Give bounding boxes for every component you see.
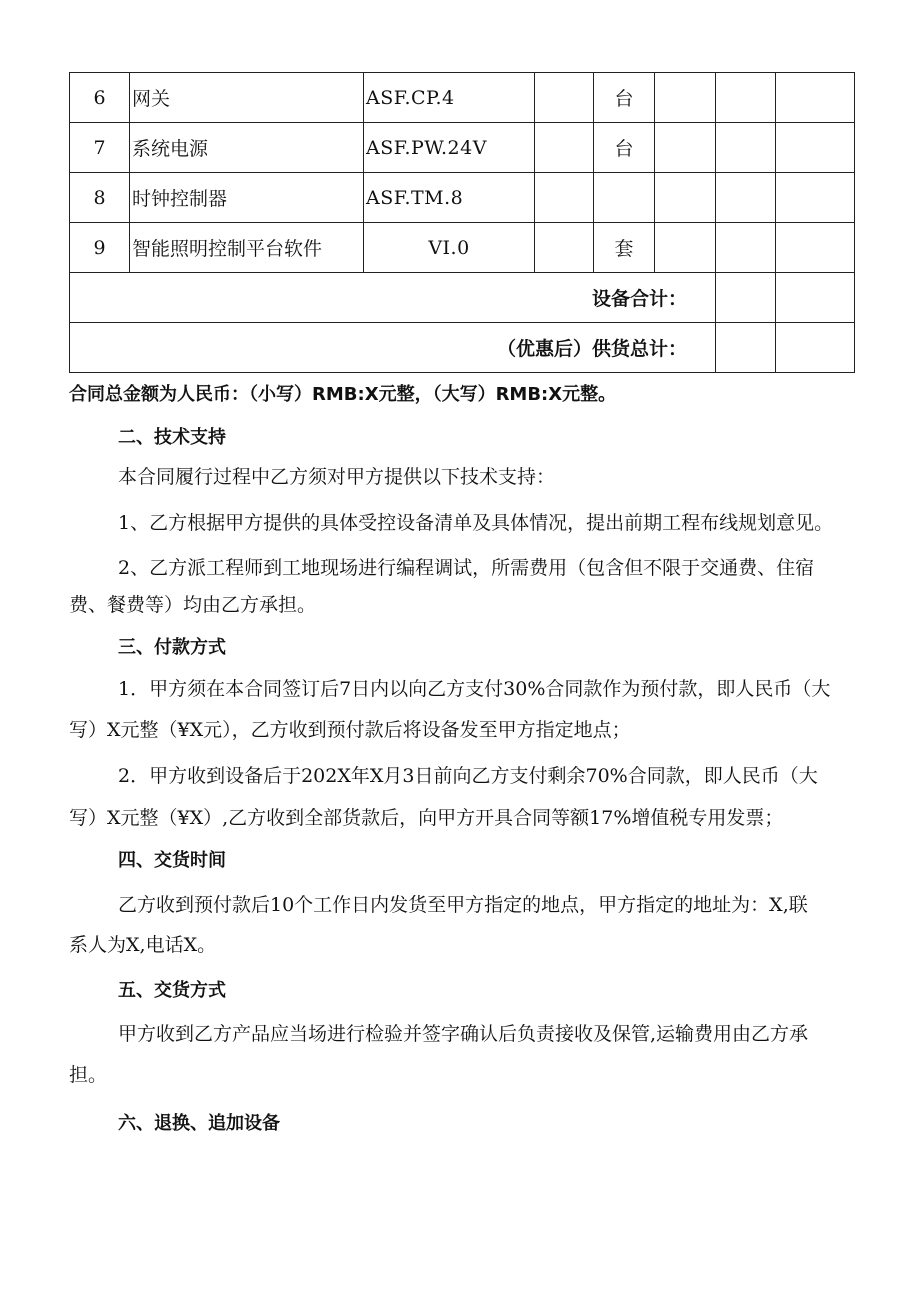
- unit-cell: [594, 173, 655, 223]
- row-number: 9: [70, 223, 130, 273]
- row-number: 8: [70, 173, 130, 223]
- unit-price-cell: [655, 173, 716, 223]
- remark-cell: [776, 173, 855, 223]
- payment-item-2-cont: 写）X元整（¥X）,乙方收到全部货款后，向甲方开具合同等额17%增值税专用发票；: [69, 807, 784, 829]
- total-amount-cell: [716, 323, 776, 373]
- contract-total: 合同总金额为人民币：（小写）RMB:X元整，（大写）RMB:X元整。: [69, 384, 617, 405]
- unit-cell: 台: [594, 123, 655, 173]
- table-row: [70, 223, 855, 273]
- subtotal-label: 设备合计：: [70, 273, 716, 323]
- subtotal-row: [70, 273, 855, 323]
- section-heading-delivery-time: 四、交货时间: [118, 850, 226, 871]
- delivery-method-text: 甲方收到乙方产品应当场进行检验并签字确认后负责接收及保管,运输费用由乙方承: [118, 1023, 809, 1045]
- section-heading-delivery-method: 五、交货方式: [118, 980, 226, 1001]
- item-model: ASF.TM.8: [364, 173, 535, 223]
- table-row: [70, 73, 855, 123]
- table-row: [70, 173, 855, 223]
- payment-item-1-cont: 写）X元整（¥X元），乙方收到预付款后将设备发至甲方指定地点；: [69, 719, 631, 741]
- row-number: 6: [70, 73, 130, 123]
- item-name: 时钟控制器: [130, 173, 364, 223]
- section-heading-tech-support: 二、技术支持: [118, 427, 226, 448]
- subtotal-remark-cell: [776, 273, 855, 323]
- quantity-cell: [535, 123, 594, 173]
- item-name: 网关: [130, 73, 364, 123]
- unit-price-cell: [655, 123, 716, 173]
- amount-cell: [716, 223, 776, 273]
- equipment-table: [69, 72, 855, 373]
- item-model: ASF.PW.24V: [364, 123, 535, 173]
- quantity-cell: [535, 223, 594, 273]
- delivery-method-text-cont: 担。: [69, 1064, 108, 1086]
- item-model: ASF.CP.4: [364, 73, 535, 123]
- item-model: VI.0: [364, 223, 535, 273]
- row-number: 7: [70, 123, 130, 173]
- delivery-time-text: 乙方收到预付款后10个工作日内发货至甲方指定的地点，甲方指定的地址为：X,联: [118, 894, 808, 916]
- remark-cell: [776, 73, 855, 123]
- remark-cell: [776, 123, 855, 173]
- unit-cell: 台: [594, 73, 655, 123]
- item-name: 系统电源: [130, 123, 364, 173]
- unit-price-cell: [655, 73, 716, 123]
- payment-item-2: 2．甲方收到设备后于202X年X月3日前向乙方支付剩余70%合同款，即人民币（大: [118, 765, 818, 787]
- remark-cell: [776, 223, 855, 273]
- delivery-time-text-cont: 系人为X,电话X。: [69, 934, 217, 956]
- tech-support-item-2: 2、乙方派工程师到工地现场进行编程调试，所需费用（包含但不限于交通费、住宿: [118, 557, 815, 579]
- amount-cell: [716, 173, 776, 223]
- quantity-cell: [535, 173, 594, 223]
- tech-support-item-2-cont: 费、餐费等）均由乙方承担。: [69, 594, 317, 616]
- section-heading-returns: 六、退换、追加设备: [118, 1113, 280, 1134]
- item-name: 智能照明控制平台软件: [130, 223, 364, 273]
- quantity-cell: [535, 73, 594, 123]
- total-row: [70, 323, 855, 373]
- tech-support-intro: 本合同履行过程中乙方须对甲方提供以下技术支持：: [118, 466, 556, 488]
- amount-cell: [716, 123, 776, 173]
- tech-support-item-1: 1、乙方根据甲方提供的具体受控设备清单及具体情况，提出前期工程布线规划意见。: [118, 512, 834, 534]
- unit-price-cell: [655, 223, 716, 273]
- payment-item-1: 1．甲方须在本合同签订后7日内以向乙方支付30%合同款作为预付款，即人民币（大: [118, 678, 831, 700]
- total-label: （优惠后）供货总计：: [70, 323, 716, 373]
- unit-cell: 套: [594, 223, 655, 273]
- total-remark-cell: [776, 323, 855, 373]
- section-heading-payment: 三、付款方式: [118, 637, 226, 658]
- table-row: [70, 123, 855, 173]
- subtotal-amount-cell: [716, 273, 776, 323]
- amount-cell: [716, 73, 776, 123]
